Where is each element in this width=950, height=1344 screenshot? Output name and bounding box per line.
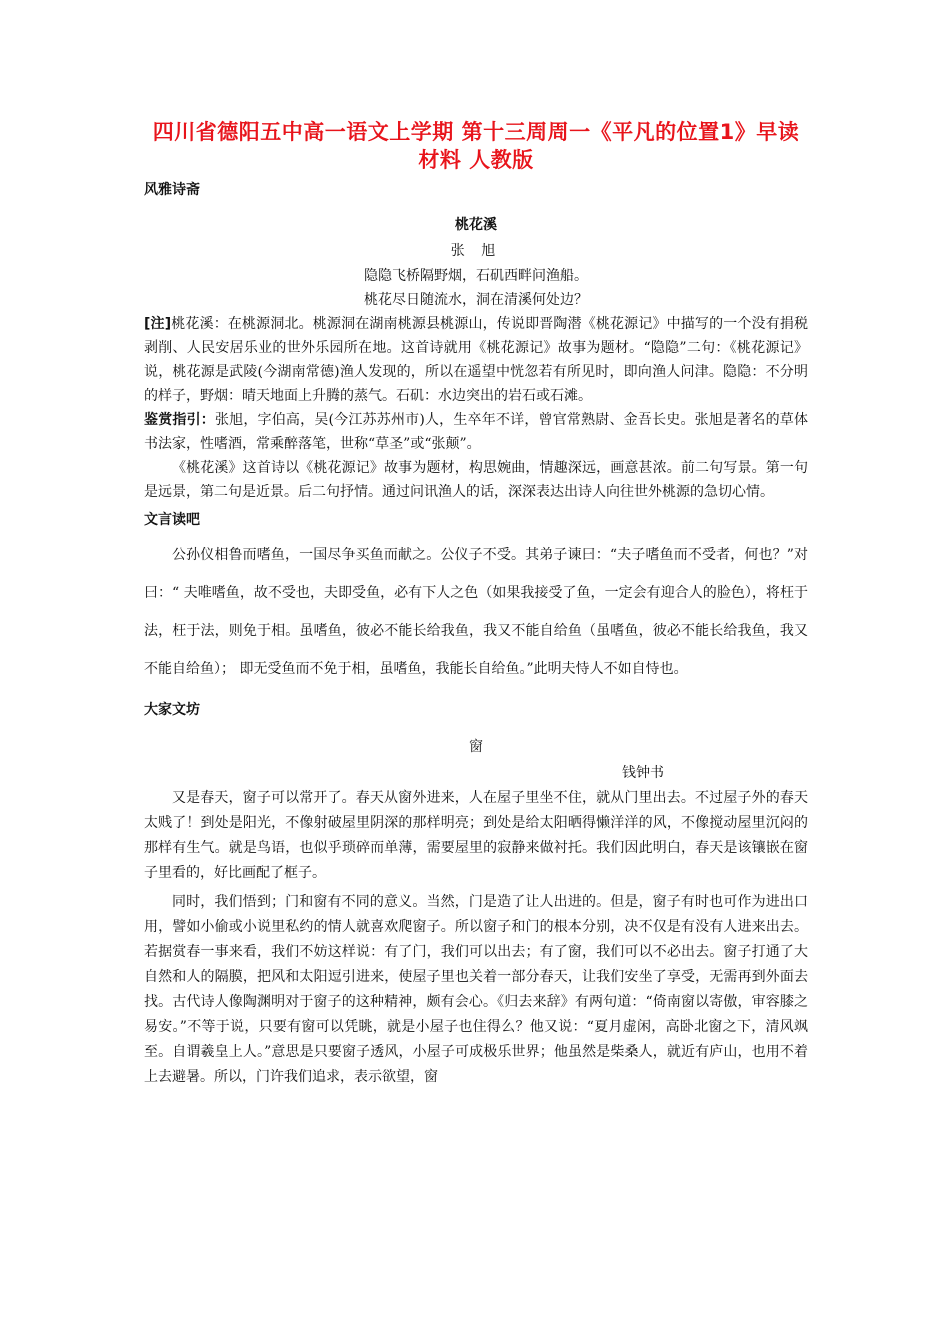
poem-author: 张 旭 xyxy=(450,243,502,259)
guide-label: 鉴赏指引： xyxy=(144,412,215,428)
essay-author: 钱钟书 xyxy=(622,765,664,781)
section-heading-poetry: 风雅诗斋 xyxy=(144,182,200,198)
essay-paragraph-2: 同时，我们悟到；门和窗有不同的意义。当然，门是造了让人出进的。但是，窗子有时也可作为进出口用，譬如小偷或小说里私约的情人就喜欢爬窗子。所以窗子和门的根本分别，决不仅是有没有人进来出去。若据赏春一事来看，我们不妨这样说：有了门，我们可以出去；有了窗，我们可以不必出去。窗子打通了大自然和人的隔膜，把风和太阳逗引进来，使屋子里也关着一部分春天，让我们安坐了享受，无需再到外面去找。古代诗人像陶渊明对于窗子的这种精神，颇有会心。《归去来辞》有两句道：“倚南窗以寄傲，审容膝之易安。”不等于说，只要有窗可以凭眺，就是小屋子也住得么？他又说：“夏月虚闲，高卧北窗之下，清风飒至。自谓羲皇上人。”意思是只要窗子透风，小屋子可成极乐世界；他虽然是柴桑人，就近有庐山，也用不着上去避暑。所以，门许我们追求，表示欲望，窗 xyxy=(144,894,808,1085)
section-heading-essay: 大家文坊 xyxy=(144,702,200,718)
appreciation-guide xyxy=(144,408,808,456)
essay-paragraph-1: 又是春天，窗子可以常开了。春天从窗外进来，人在屋子里坐不住，就从门里出去。不过屋子外的春天太贱了！到处是阳光，不像射破屋里阴深的那样明亮；到处是给太阳晒得懒洋洋的风，不像搅动屋里沉闷的那样有生气。就是鸟语，也似乎琐碎而单薄，需要屋里的寂静来做衬托。我们因此明白，春天是该镶嵌在窗子里看的，好比画配了框子。 xyxy=(144,790,808,881)
poem-title: 桃花溪 xyxy=(455,217,497,233)
section-heading-classical: 文言读吧 xyxy=(144,512,200,528)
classical-text: 公孙仪相鲁而嗜鱼，一国尽争买鱼而献之。公仪子不受。其弟子谏曰：“夫子嗜鱼而不受者，何也？”对曰：“ 夫唯嗜鱼，故不受也，夫即受鱼，必有下人之色（如果我接受了鱼，一定会有迎合人的脸色），将枉于法，枉于法，则免于相。虽嗜鱼，彼必不能长给我鱼，我又不能自给鱼（虽嗜鱼，彼必不能长给我鱼，我又不能自给鱼）； 即无受鱼而不免于相，虽嗜鱼，我能长自给鱼。”此明夫恃人不如自恃也。 xyxy=(144,547,808,677)
essay-title: 窗 xyxy=(469,739,483,755)
note-label: [注] xyxy=(144,316,172,332)
guide-text: 张旭，字伯高，吴(今江苏苏州市)人，生卒年不详，曾官常熟尉、金吾长史。张旭是著名的草体书法家，性嗜酒，常乘醉落笔，世称“草圣”或“张颠”。 xyxy=(144,412,809,452)
poem-line-2: 桃花尽日随流水，洞在清溪何处边？ xyxy=(364,292,588,308)
appreciation-paragraph: 《桃花溪》这首诗以《桃花源记》故事为题材，构思婉曲，情趣深远，画意甚浓。前二句写景。第一句是远景，第二句是近景。后二句抒情。通过问讯渔人的话，深深表达出诗人向往世外桃源的急切心情。 xyxy=(144,460,808,500)
poem-note xyxy=(144,312,808,408)
poem-line-1: 隐隐飞桥隔野烟，石矶西畔问渔船。 xyxy=(364,268,588,284)
note-text: 桃花溪：在桃源洞北。桃源洞在湖南桃源县桃源山，传说即晋陶潜《桃花源记》中描写的一个没有捐税剥削、人民安居乐业的世外乐园所在地。这首诗就用《桃花源记》故事为题材。“隐隐”二句：《桃花源记》说，桃花源是武陵(今湖南常德)渔人发现的，所以在遥望中恍忽若有所见时，即向渔人问津。隐隐：不分明的样子，野烟：晴天地面上升腾的蒸气。石矶：水边突出的岩石或石滩。 xyxy=(144,316,809,404)
document-title: 四川省德阳五中高一语文上学期 第十三周周一《平凡的位置1》早读材料 人教版 xyxy=(152,120,800,172)
document-page xyxy=(144,118,808,1094)
